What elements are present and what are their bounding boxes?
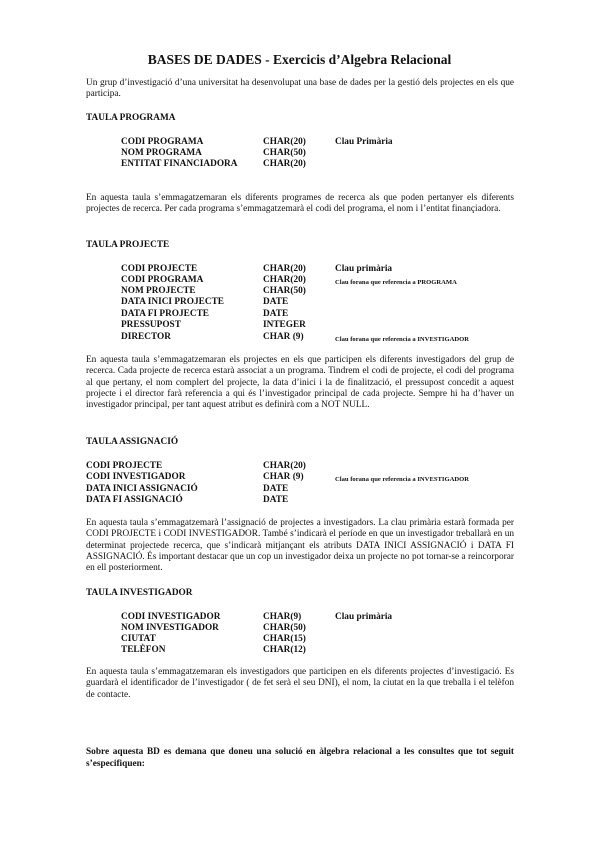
field-type: CHAR(50) xyxy=(263,286,306,296)
field-note: Clau forana que referencia a PROGRAMA xyxy=(335,279,457,286)
field-name: ENTITAT FINANCIADORA xyxy=(121,159,238,169)
field-name: CODI PROGRAMA xyxy=(121,275,204,285)
field-type: DATE xyxy=(263,309,289,319)
field-type: CHAR (9) xyxy=(263,472,304,482)
field-note: Clau forana que referencia a INVESTIGADOR xyxy=(335,476,470,483)
field-name: DATA INICI ASSIGNACIÓ xyxy=(86,484,198,494)
field-type: CHAR(20) xyxy=(263,264,306,274)
intro-paragraph: Un grup d’investigació d’una universitat ha desenvolupat una base de dades per la gestió dels projectes en els que participa. xyxy=(86,78,514,100)
field-name: CODI INVESTIGADOR xyxy=(86,472,186,482)
field-type: CHAR(50) xyxy=(263,148,306,158)
programa-description: En aquesta taula s’emmagatzemaran els diferents programes de recerca als que poden pertanyer els diferents projectes de recerca. Per cada programa s’emmagatzemarà el codi del programa, el nom i l’entitat finançiadora. xyxy=(86,193,514,215)
heading-projecte: TAULA PROJECTE xyxy=(86,240,170,250)
document-title: BASES DE DADES - Exercicis d’Algebra Relacional xyxy=(147,52,452,67)
field-name: CODI PROJECTE xyxy=(86,461,163,471)
investigador-description: En aquesta taula s’emmagatzemaran els investigadors que participen en els diferents projectes d’investigació. Es guardarà el identificador de l’investigador ( de fet serà el seu DNI), el nom, la ciutat en la que treballa i el telèfon de contacte. xyxy=(86,667,514,700)
heading-investigador: TAULA INVESTIGADOR xyxy=(86,588,193,598)
field-name: DATA FI PROJECTE xyxy=(121,309,209,319)
field-type: CHAR(15) xyxy=(263,634,306,644)
field-type: CHAR(20) xyxy=(263,275,306,285)
field-note: Clau forana que referencia a INVESTIGADOR xyxy=(335,336,470,343)
field-type: CHAR(20) xyxy=(263,137,306,147)
field-note: Clau Primària xyxy=(335,137,393,147)
field-name: NOM PROGRAMA xyxy=(121,148,202,158)
field-name: DIRECTOR xyxy=(121,332,171,342)
field-type: DATE xyxy=(263,297,289,307)
field-name: NOM INVESTIGADOR xyxy=(121,623,219,633)
field-type: CHAR (9) xyxy=(263,332,304,342)
field-name: CODI PROJECTE xyxy=(121,264,198,274)
field-type: CHAR(9) xyxy=(263,612,302,622)
field-name: CIUTAT xyxy=(121,634,156,644)
field-type: CHAR(12) xyxy=(263,645,306,655)
field-name: CODI INVESTIGADOR xyxy=(121,612,221,622)
field-type: CHAR(50) xyxy=(263,623,306,633)
heading-assignacio: TAULA ASSIGNACIÓ xyxy=(86,437,179,447)
field-note: Clau primària xyxy=(335,264,393,274)
field-name: PRESSUPOST xyxy=(121,320,181,330)
field-note: Clau primària xyxy=(335,612,393,622)
projecte-description: En aquesta taula s’emmagatzemaran els projectes en els que participen els diferents investigadors del grup de recerca. Cada projecte de recerca estarà associat a un programa. Tindrem el codi de projecte, el codi del programa al que pertany, el nom complert del projecte, la data d’inici i la de finalització, el pressupost concedit a aquest projecte i el director farà referencia a qui és l’investigador principal de cada projecte. Sempre hi ha d’haver un investigador principal, per tant aquest atribut es definirà com a NOT NULL. xyxy=(86,355,514,411)
field-name: NOM PROJECTE xyxy=(121,286,196,296)
field-type: CHAR(20) xyxy=(263,159,306,169)
heading-programa: TAULA PROGRAMA xyxy=(86,113,176,123)
question-paragraph: Sobre aquesta BD es demana que doneu una solució en àlgebra relacional a les consultes que tot seguit s’especifiquen: xyxy=(86,747,514,769)
field-type: CHAR(20) xyxy=(263,461,306,471)
field-name: DATA FI ASSIGNACIÓ xyxy=(86,495,183,505)
assignacio-description: En aquesta taula s’emmagatzemarà l’assignació de projectes a investigadors. La clau primària estarà formada per CODI PROJECTE i CODI INVESTIGADOR. També s’indicarà el període en que un investigador treballarà en un determinat projectede recerca, que s’indicarà mitjançant els atributs DATA INICI ASSIGNACIÓ i DATA FI ASSIGNACIÓ. És important destacar que un cop un investigador deixa un projecte no pot tornar-se a reincorporar en ell posteriorment. xyxy=(86,518,514,574)
field-name: DATA INICI PROJECTE xyxy=(121,297,224,307)
field-name: TELÈFON xyxy=(121,645,166,655)
field-type: INTEGER xyxy=(263,320,306,330)
field-type: DATE xyxy=(263,495,289,505)
field-type: DATE xyxy=(263,484,289,494)
field-name: CODI PROGRAMA xyxy=(121,137,204,147)
